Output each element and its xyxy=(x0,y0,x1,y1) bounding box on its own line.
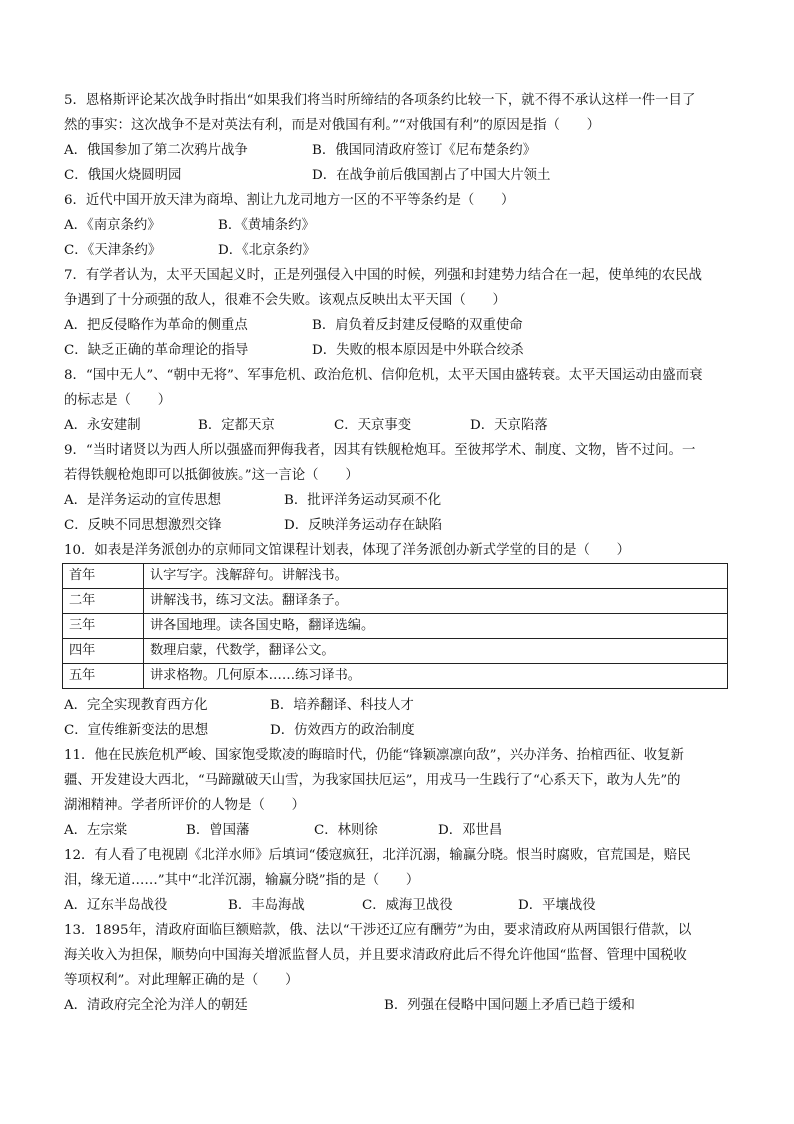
question-9-text: 9．“当时诸贤以为西人所以强盛而狎侮我者，因其有铁舰枪炮耳。至彼邦学术、制度、文物，皆不过问。一 xyxy=(64,443,696,458)
q6-option-b: B．《黄埔条约》 xyxy=(218,218,315,233)
question-7-text: 7．有学者认为，太平天国起义时，正是列强侵入中国的时候，列强和封建势力结合在一起，使单纯的农民战 xyxy=(64,268,702,283)
table-year-cell: 三年 xyxy=(63,614,144,639)
q5-option-b: B．俄国同清政府签订《尼布楚条约》 xyxy=(312,143,537,158)
q9-option-d: D．反映洋务运动存在缺陷 xyxy=(284,518,443,533)
q5-option-d: D．在战争前后俄国割占了中国大片领土 xyxy=(312,168,551,183)
table-row xyxy=(63,564,728,589)
question-11-text: 11．他在民族危机严峻、国家饱受欺凌的晦暗时代，仍能“锋颖凛凛向敌”，兴办洋务、抬棺西征、收复新 xyxy=(64,748,684,763)
question-11-text-cont2: 湖湘精神。学者所评价的人物是（ ） xyxy=(64,798,306,813)
table-content-cell: 讲各国地理。读各国史略，翻译选编。 xyxy=(144,614,728,639)
q8-option-c: C．天京事变 xyxy=(334,418,412,433)
question-13-text-cont: 海关收入为担保，顺势向中国海关增派监督人员，并且要求清政府此后不得允许他国“监督、管理中国税收 xyxy=(64,948,687,963)
question-5-text-cont: 然的事实：这次战争不是对英法有利，而是对俄国有利。”“对俄国有利”的原因是指（ ） xyxy=(64,118,601,133)
q12-option-b: B．丰岛海战 xyxy=(228,898,305,913)
q11-option-b: B．曾国藩 xyxy=(186,823,250,838)
q10-option-b: B．培养翻译、科技人才 xyxy=(270,698,414,713)
question-5-text: 5．恩格斯评论某次战争时指出“如果我们将当时所缔结的各项条约比较一下，就不得不承认这样一件一目了 xyxy=(64,93,696,108)
q11-option-d: D．邓世昌 xyxy=(438,823,503,838)
question-13-text: 13．1895年，清政府面临巨额赔款，俄、法以“干涉还辽应有酬劳”为由，要求清政府从两国银行借款，以 xyxy=(64,923,692,938)
q7-option-c: C．缺乏正确的革命理论的指导 xyxy=(64,343,249,358)
question-13-text-cont2: 等项权利”。对此理解正确的是（ ） xyxy=(64,973,299,988)
table-content-cell: 讲求格物。几何原本……练习译书。 xyxy=(144,664,728,689)
q9-option-c: C．反映不同思想激烈交锋 xyxy=(64,518,222,533)
q7-option-b: B．肩负着反封建反侵略的双重使命 xyxy=(312,318,523,333)
table-year-cell: 四年 xyxy=(63,639,144,664)
q12-option-c: C．威海卫战役 xyxy=(362,898,453,913)
q5-option-c: C．俄国火烧圆明园 xyxy=(64,168,182,183)
q9-option-a: A．是洋务运动的宣传思想 xyxy=(64,493,221,508)
q5-option-a: A．俄国参加了第二次鸦片战争 xyxy=(64,143,248,158)
question-9-text-cont: 若得铁舰枪炮即可以抵御彼族。”这一言论（ ） xyxy=(64,468,359,483)
q11-option-c: C．林则徐 xyxy=(314,823,378,838)
q12-option-d: D．平壤战役 xyxy=(518,898,596,913)
table-year-cell: 首年 xyxy=(63,564,144,589)
q10-option-c: C．宣传维新变法的思想 xyxy=(64,723,209,738)
question-7-text-cont: 争遇到了十分顽强的敌人，很难不会失败。该观点反映出太平天国（ ） xyxy=(64,293,506,308)
q13-option-a: A．清政府完全沦为洋人的朝廷 xyxy=(64,998,248,1013)
question-12-text-cont: 泪，缘无道……”其中“北洋沉溺，输赢分晓”指的是（ ） xyxy=(64,873,420,888)
q13-option-b: B．列强在侵略中国问题上矛盾已趋于缓和 xyxy=(384,998,635,1013)
question-11-text-cont: 疆、开发建设大西北，“马蹄蹴破天山雪，为我家国扶厄运”，用戎马一生践行了“心系天下，敢为人先”的 xyxy=(64,773,681,788)
question-12-text: 12．有人看了电视剧《北洋水师》后填词“倭寇疯狂，北洋沉溺，输赢分晓。恨当时腐败，官荒国是，赔民 xyxy=(64,848,691,863)
table-row xyxy=(63,589,728,614)
q10-option-d: D．仿效西方的政治制度 xyxy=(270,723,415,738)
q7-option-d: D．失败的根本原因是中外联合绞杀 xyxy=(312,343,524,358)
table-year-cell: 二年 xyxy=(63,589,144,614)
q11-option-a: A．左宗棠 xyxy=(64,823,128,838)
q7-option-a: A．把反侵略作为革命的侧重点 xyxy=(64,318,248,333)
q6-option-a: A．《南京条约》 xyxy=(64,218,161,233)
q8-option-b: B．定都天京 xyxy=(198,418,275,433)
q6-option-d: D．《北京条约》 xyxy=(218,243,316,258)
course-plan-table xyxy=(62,563,728,689)
q8-option-a: A．永安建制 xyxy=(64,418,141,433)
question-8-text-cont: 的标志是（ ） xyxy=(64,393,172,408)
table-content-cell: 数理启蒙，代数学，翻译公文。 xyxy=(144,639,728,664)
table-content-cell: 讲解浅书，练习文法。翻译条子。 xyxy=(144,589,728,614)
table-content-cell: 认字写字。浅解辞句。讲解浅书。 xyxy=(144,564,728,589)
table-row xyxy=(63,639,728,664)
question-8-text: 8．“国中无人”、“朝中无将”、军事危机、政治危机、信仰危机，太平天国由盛转衰。太平天国运动由盛而衰 xyxy=(64,368,703,383)
q9-option-b: B．批评洋务运动冥顽不化 xyxy=(284,493,442,508)
table-year-cell: 五年 xyxy=(63,664,144,689)
q8-option-d: D．天京陷落 xyxy=(470,418,548,433)
q12-option-a: A．辽东半岛战役 xyxy=(64,898,168,913)
q10-option-a: A．完全实现教育西方化 xyxy=(64,698,208,713)
table-row xyxy=(63,664,728,689)
question-10-text: 10．如表是洋务派创办的京师同文馆课程计划表，体现了洋务派创办新式学堂的目的是（ ） xyxy=(64,543,631,558)
q6-option-c: C．《天津条约》 xyxy=(64,243,162,258)
table-row xyxy=(63,614,728,639)
question-6-text: 6．近代中国开放天津为商埠、割让九龙司地方一区的不平等条约是（ ） xyxy=(64,193,515,208)
